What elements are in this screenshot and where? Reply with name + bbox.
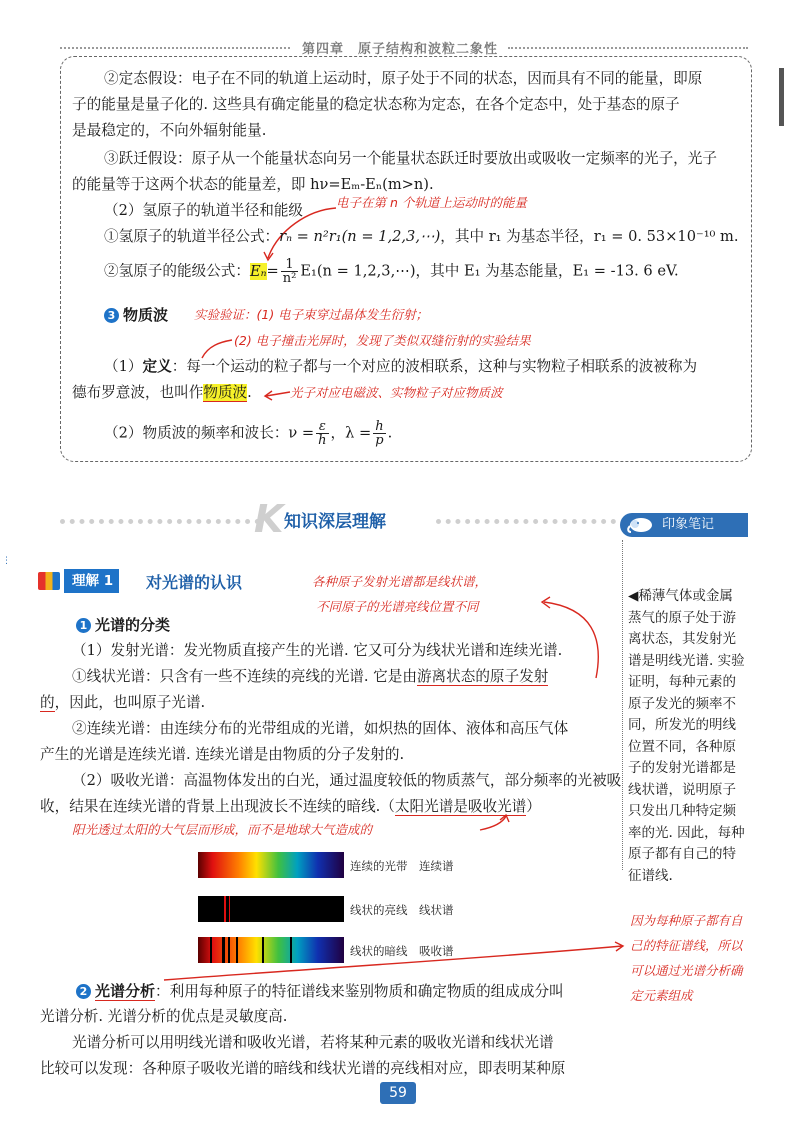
para-line-spectrum-1: ①线状光谱：只含有一些不连续的亮线的光谱. 它是由游离状态的原子发射 <box>72 668 549 685</box>
spectrum-continuous-label: 连续的光带 连续谱 <box>350 859 454 873</box>
para-absorption-1: （2）吸收光谱：高温物体发出的白光，通过温度较低的物质蒸气，部分频率的光被吸 <box>72 772 622 789</box>
section3-heading: 3 物质波 <box>104 302 168 329</box>
memo-tab <box>620 513 748 537</box>
para-hydrogen-heading: （2）氢原子的轨道半径和能级 <box>104 202 304 219</box>
para-absorption-2: 收，结果在连续光谱的背景上出现波长不连续的暗线.（太阳光谱是吸收光谱） <box>40 798 541 815</box>
sub2-number: 2 <box>76 984 91 999</box>
sub1-number: 1 <box>76 618 91 633</box>
para-stationary-3: 是最稳定的，不向外辐射能量. <box>72 122 267 139</box>
para-wavelength: （2）物质波的频率和波长：ν = $\frac{\varepsilon}{h}$ ，λ = $\frac{h}{p}$ . <box>104 419 393 448</box>
note-wave: 光子对应电磁波、实物粒子对应物质波 <box>290 385 503 400</box>
energy-fraction: $\frac{1}{\text{n²}}$ <box>282 257 297 286</box>
para-continuous-2: 产生的光谱是连续光谱. 连续光谱是由物质的分子发射的. <box>40 746 405 763</box>
memo-sidebar-text: ◀稀薄气体或金属蒸气的原子处于游离状态，其发射光谱是明线光谱. 实验证明，每种元素的原子发光的频率不同，所发光的明线位置不同，各种原子的发射光谱都是线状谱，说明原子只发出几种特定频率的光. 因此，每种原子都有自己的特征谱线. <box>628 588 745 884</box>
note-analysis: 因为每种原子都有自己的特征谱线，所以可以通过光谱分析确定元素组成 <box>630 913 743 1003</box>
note-lines-1: 各种原子发射光谱都是线状谱， <box>312 574 488 589</box>
section3-number: 3 <box>104 308 119 323</box>
note-sun: 阳光透过太阳的大气层而形成，而不是地球大气造成的 <box>72 822 373 837</box>
note-sun-arrow <box>476 812 516 834</box>
para-emission: （1）发射光谱：发光物质直接产生的光谱. 它又可分为线状光谱和连续光谱. <box>72 642 563 659</box>
para-transition-2: 的能量等于这两个状态的能量差，即 hν=Eₘ-Eₙ(m>n). <box>72 176 434 193</box>
para-transition-1: ③跃迁假设：原子从一个能量状态向另一个能量状态跃迁时要放出或吸收一定频率的光子，光子 <box>104 150 717 167</box>
para-radius: ①氢原子的轨道半径公式：rₙ = n²r₁(n = 1,2,3,⋯)，其中 r₁ 为基态半径，r₁ = 0. 53×10⁻¹⁰ m. <box>104 228 739 245</box>
header-rule-right <box>508 47 748 49</box>
side-marker <box>779 68 784 126</box>
spectrum-continuous <box>198 852 344 878</box>
para-definition-1: （1）定义：每一个运动的粒子都与一个对应的波相联系，这种与实物粒子相联系的波被称为 <box>104 358 698 375</box>
note-lines-2: 不同原子的光谱亮线位置不同 <box>316 599 479 614</box>
spectrum-emission <box>198 896 344 922</box>
banner-letter: K <box>254 497 284 541</box>
memo-label: 印象笔记 <box>662 517 715 532</box>
para-analysis-4: 比较可以发现：各种原子吸收光谱的暗线和线状光谱的亮线相对应，即表明某种原 <box>40 1060 566 1077</box>
freq-fraction: $\frac{\varepsilon}{h}$ <box>318 419 327 448</box>
book-icon <box>38 572 60 590</box>
para-analysis-3: 光谱分析可以用明线光谱和吸收光谱，若将某种元素的吸收光谱和线状光谱 <box>72 1034 554 1051</box>
spectrum-absorption-label: 线状的暗线 吸收谱 <box>350 944 454 958</box>
sub2-heading: 2 光谱分析：利用每种原子的特征谱线来鉴别物质和确定物质的组成成分叫 <box>76 978 564 1005</box>
para-line-spectrum-2: 的，因此，也叫原子光谱. <box>40 694 206 711</box>
tag-title: 对光谱的认识 <box>146 573 243 592</box>
para-analysis-2: 光谱分析. 光谱分析的优点是灵敏度高. <box>40 1008 288 1025</box>
note-experiment-1: 实验验证：(1) 电子束穿过晶体发生衍射； <box>194 307 429 322</box>
note-wave-arrow <box>262 386 292 402</box>
para-continuous-1: ②连续光谱：由连续分布的光带组成的光谱，如炽热的固体、液体和高压气体 <box>72 720 569 737</box>
para-definition-2: 德布罗意波，也叫作物质波. <box>72 384 252 401</box>
para-stationary-1: ②定态假设：电子在不同的轨道上运动时，原子处于不同的状态，因而具有不同的能量，即原 <box>104 70 703 87</box>
tag-label: 理解 1 <box>64 569 119 593</box>
spectrum-emission-label: 线状的亮线 线状谱 <box>350 903 454 917</box>
note-energy: 电子在第 n 个轨道上运动时的能量 <box>336 195 527 210</box>
page-number: 59 <box>380 1082 416 1104</box>
banner-title: 知识深层理解 <box>284 512 386 532</box>
chapter-header: 第四章 原子结构和波粒二象性 <box>301 42 498 57</box>
para-stationary-2: 子的能量是量子化的. 这些具有确定能量的稳定状态称为定态，在各个定态中，处于基态的原子 <box>72 96 680 113</box>
margin-icon: ⋮ <box>2 556 11 566</box>
banner-rule-right <box>436 519 616 524</box>
note-experiment-2: (2) 电子撞击光屏时，发现了类似双缝衍射的实验结果 <box>234 333 531 348</box>
para-energy-level: ②氢原子的能级公式：Eₙ= $\frac{1}{\text{n²}}$ E₁(n = 1,2,3,⋯)，其中 E₁ 为基态能量，E₁ = -13. 6 eV. <box>104 257 679 286</box>
lambda-fraction: $\frac{h}{p}$ <box>375 419 384 448</box>
elephant-icon <box>626 516 654 534</box>
sub1-heading: 1 光谱的分类 <box>76 612 170 639</box>
header-rule-left <box>60 47 290 49</box>
knowledge-banner <box>230 497 430 541</box>
